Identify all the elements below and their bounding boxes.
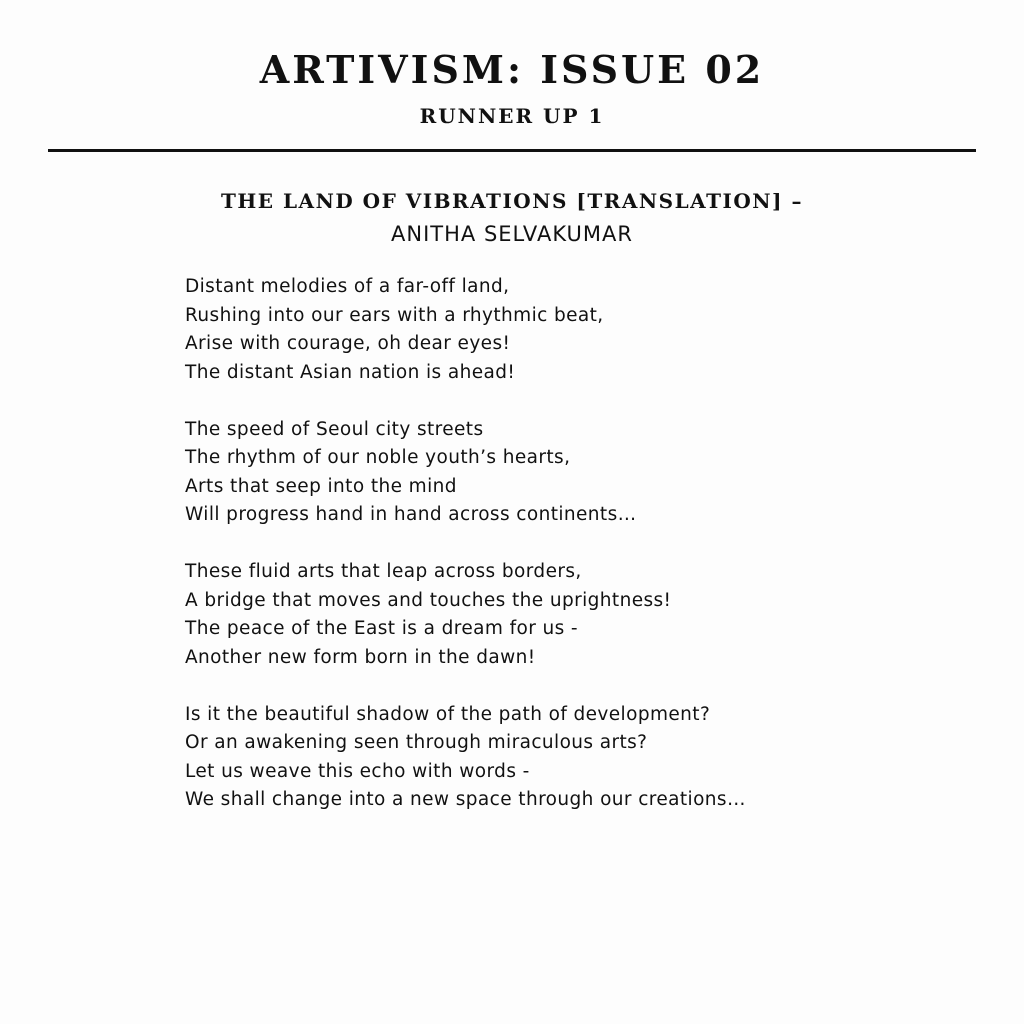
poem-stanza bbox=[185, 416, 945, 530]
poem-author: ANITHA SELVAKUMAR bbox=[391, 222, 633, 246]
poem-line: Rushing into our ears with a rhythmic beat, bbox=[185, 304, 604, 326]
poem-line: Is it the beautiful shadow of the path of development? bbox=[185, 703, 711, 725]
poem-line: Will progress hand in hand across continents… bbox=[185, 504, 637, 525]
page-title: ARTIVISM: ISSUE 02 bbox=[259, 47, 765, 92]
poem-stanza bbox=[185, 701, 945, 815]
poem-line: Another new form born in the dawn! bbox=[185, 646, 536, 668]
poem-stanza bbox=[185, 273, 945, 387]
poem-line: Let us weave this echo with words - bbox=[185, 760, 530, 782]
poem-line: These fluid arts that leap across borders, bbox=[185, 561, 582, 582]
poem-line: The distant Asian nation is ahead! bbox=[185, 361, 516, 383]
poem-line: The rhythm of our noble youth’s hearts, bbox=[185, 447, 571, 468]
header-divider bbox=[48, 149, 976, 152]
poem-line: The speed of Seoul city streets bbox=[185, 418, 484, 440]
poem-line: We shall change into a new space through our creations… bbox=[185, 789, 746, 810]
poem-line: A bridge that moves and touches the uprightness! bbox=[185, 589, 672, 611]
poem-stanza bbox=[185, 558, 945, 672]
poem-line: Arise with courage, oh dear eyes! bbox=[185, 333, 511, 354]
poem-body bbox=[185, 273, 945, 843]
poem-line: Or an awakening seen through miraculous arts? bbox=[185, 732, 648, 753]
poem-title: THE LAND OF VIBRATIONS [TRANSLATION] – bbox=[221, 189, 803, 213]
poem-line: The peace of the East is a dream for us - bbox=[185, 618, 579, 639]
page-subtitle: RUNNER UP 1 bbox=[419, 104, 605, 128]
poem-line: Arts that seep into the mind bbox=[185, 475, 457, 497]
poem-line: Distant melodies of a far-off land, bbox=[185, 276, 510, 297]
